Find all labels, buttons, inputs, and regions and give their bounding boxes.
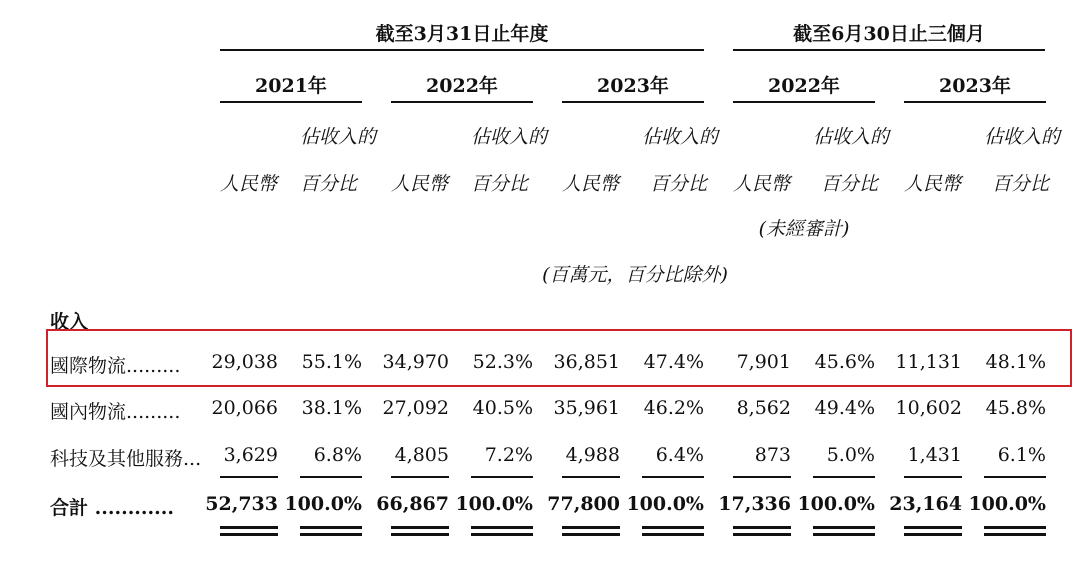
total-double-rule [984, 533, 1046, 536]
table-cell: 55.1% [301, 351, 362, 373]
table-cell-total: 52,733 [205, 493, 278, 515]
year-header: 2023年 [597, 75, 669, 97]
table-cell: 29,038 [211, 351, 278, 373]
total-double-rule [904, 533, 962, 536]
pct-subheader-line1: 佔收入的 [813, 126, 890, 148]
table-cell: 8,562 [736, 397, 791, 419]
year-header: 2022年 [768, 75, 840, 97]
subtotal-rule [642, 476, 704, 478]
row-label-tech-and-other-services: 科技及其他服務... [50, 448, 202, 470]
total-double-rule [733, 526, 791, 529]
year-header: 2022年 [426, 75, 498, 97]
year-rule [220, 101, 362, 103]
group-header-fiscal-year: 截至3月31日止年度 [375, 23, 549, 45]
unit-note: (百萬元，百分比除外) [542, 264, 728, 286]
pct-subheader-line2: 百分比 [821, 173, 879, 195]
table-cell-total: 100.0% [968, 493, 1046, 515]
table-cell-total: 17,336 [718, 493, 791, 515]
table-cell: 38.1% [301, 397, 362, 419]
subtotal-rule [220, 476, 278, 478]
pct-subheader-line2: 百分比 [300, 173, 358, 195]
table-cell: 5.0% [826, 444, 875, 466]
row-label-international-logistics: 國際物流......... [50, 355, 181, 377]
total-double-rule [391, 533, 449, 536]
group-header-rule [733, 49, 1045, 51]
table-cell: 11,131 [895, 351, 962, 373]
pct-subheader-line2: 百分比 [471, 173, 529, 195]
pct-subheader-line2: 百分比 [992, 173, 1050, 195]
amount-subheader: 人民幣 [904, 173, 962, 195]
total-double-rule [984, 526, 1046, 529]
subtotal-rule [562, 476, 620, 478]
table-cell: 6.1% [997, 444, 1046, 466]
table-cell: 52.3% [472, 351, 533, 373]
total-double-rule [813, 526, 875, 529]
table-cell-total: 100.0% [797, 493, 875, 515]
table-cell: 7.2% [484, 444, 533, 466]
total-double-rule [300, 526, 362, 529]
amount-subheader: 人民幣 [391, 173, 449, 195]
table-cell-total: 77,800 [547, 493, 620, 515]
amount-subheader: 人民幣 [733, 173, 791, 195]
row-label-total: 合計 ............ [50, 497, 174, 519]
table-cell-total: 66,867 [376, 493, 449, 515]
table-cell-total: 100.0% [626, 493, 704, 515]
pct-subheader-line1: 佔收入的 [642, 126, 719, 148]
pct-subheader-line1: 佔收入的 [984, 126, 1061, 148]
table-cell: 20,066 [211, 397, 278, 419]
year-rule [562, 101, 704, 103]
subtotal-rule [984, 476, 1046, 478]
table-cell: 27,092 [382, 397, 449, 419]
table-cell: 49.4% [814, 397, 875, 419]
table-cell: 10,602 [895, 397, 962, 419]
year-header: 2023年 [939, 75, 1011, 97]
total-double-rule [904, 526, 962, 529]
total-double-rule [300, 533, 362, 536]
table-cell-total: 100.0% [284, 493, 362, 515]
table-cell: 45.6% [814, 351, 875, 373]
pct-subheader-line1: 佔收入的 [300, 126, 377, 148]
table-cell-total: 23,164 [889, 493, 962, 515]
subtotal-rule [904, 476, 962, 478]
group-header-three-months: 截至6月30日止三個月 [793, 23, 985, 45]
subtotal-rule [733, 476, 791, 478]
total-double-rule [220, 533, 278, 536]
group-header-rule [220, 49, 704, 51]
total-double-rule [391, 526, 449, 529]
pct-subheader-line1: 佔收入的 [471, 126, 548, 148]
table-cell: 4,988 [565, 444, 620, 466]
table-cell: 45.8% [985, 397, 1046, 419]
total-double-rule [220, 526, 278, 529]
subtotal-rule [471, 476, 533, 478]
total-double-rule [813, 533, 875, 536]
table-cell: 6.8% [313, 444, 362, 466]
amount-subheader: 人民幣 [220, 173, 278, 195]
total-double-rule [642, 526, 704, 529]
table-cell: 7,901 [736, 351, 791, 373]
table-cell: 48.1% [985, 351, 1046, 373]
amount-subheader: 人民幣 [562, 173, 620, 195]
total-double-rule [471, 533, 533, 536]
total-double-rule [642, 533, 704, 536]
table-cell: 873 [754, 444, 791, 466]
pct-subheader-line2: 百分比 [650, 173, 708, 195]
section-title-revenue: 收入 [50, 311, 89, 333]
table-cell: 47.4% [643, 351, 704, 373]
total-double-rule [562, 526, 620, 529]
year-header: 2021年 [255, 75, 327, 97]
subtotal-rule [391, 476, 449, 478]
table-cell: 36,851 [553, 351, 620, 373]
table-cell: 3,629 [223, 444, 278, 466]
table-cell: 34,970 [382, 351, 449, 373]
subtotal-rule [300, 476, 362, 478]
table-cell: 1,431 [907, 444, 962, 466]
table-cell: 4,805 [394, 444, 449, 466]
unaudited-note: (未經審計) [758, 218, 850, 240]
year-rule [391, 101, 533, 103]
total-double-rule [471, 526, 533, 529]
year-rule [733, 101, 875, 103]
row-label-domestic-logistics: 國內物流......... [50, 401, 181, 423]
total-double-rule [562, 533, 620, 536]
table-cell: 6.4% [655, 444, 704, 466]
total-double-rule [733, 533, 791, 536]
subtotal-rule [813, 476, 875, 478]
table-cell: 46.2% [643, 397, 704, 419]
table-cell: 35,961 [553, 397, 620, 419]
year-rule [904, 101, 1046, 103]
table-cell: 40.5% [472, 397, 533, 419]
table-cell-total: 100.0% [455, 493, 533, 515]
